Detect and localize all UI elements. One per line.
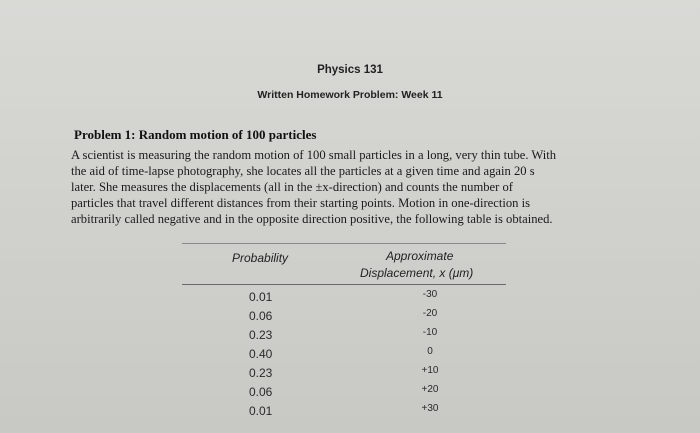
header-probability: Probability: [232, 251, 289, 265]
probability-cell: 0.23: [249, 366, 273, 380]
problem-line: arbitrarily called negative and in the opposite direction positive, the following table is obtained.: [71, 212, 553, 226]
displacement-cell: +10: [421, 365, 439, 376]
probability-cell: 0.40: [249, 347, 273, 361]
table-header-rule: [182, 284, 506, 285]
assignment-title: Written Homework Problem: Week 11: [257, 89, 443, 101]
probability-cell: 0.06: [249, 385, 273, 399]
course-title: Physics 131: [317, 64, 383, 76]
displacement-cell: 0: [427, 346, 433, 357]
displacement-cell: -20: [422, 308, 438, 319]
probability-table: [182, 243, 506, 428]
problem-title: Problem 1: Random motion of 100 particles: [74, 127, 317, 142]
probability-cell: 0.01: [249, 404, 273, 418]
problem-line: the aid of time-lapse photography, she locates all the particles at a given time and again 20 s: [71, 164, 535, 178]
displacement-cell: +20: [421, 384, 439, 395]
table-top-rule: [182, 243, 506, 244]
displacement-cell: -30: [422, 289, 438, 300]
problem-statement: [71, 147, 611, 227]
probability-cell: 0.06: [249, 309, 273, 323]
probability-cell: 0.01: [249, 290, 273, 304]
problem-line: A scientist is measuring the random motion of 100 small particles in a long, very thin tube. With: [71, 148, 557, 162]
displacement-column: [410, 285, 450, 418]
displacement-cell: -10: [422, 327, 438, 338]
header-displacement-line2: Displacement, x (μm): [360, 266, 474, 280]
displacement-cell: +30: [421, 403, 439, 414]
header-displacement-line1: Approximate: [386, 249, 454, 263]
probability-cell: 0.23: [249, 328, 273, 342]
probability-column: [249, 288, 272, 421]
problem-line: particles that travel different distances from their starting points. Motion in one-direction is: [71, 196, 530, 210]
problem-line: later. She measures the displacements (all in the ±x-direction) and counts the number of: [71, 180, 513, 194]
